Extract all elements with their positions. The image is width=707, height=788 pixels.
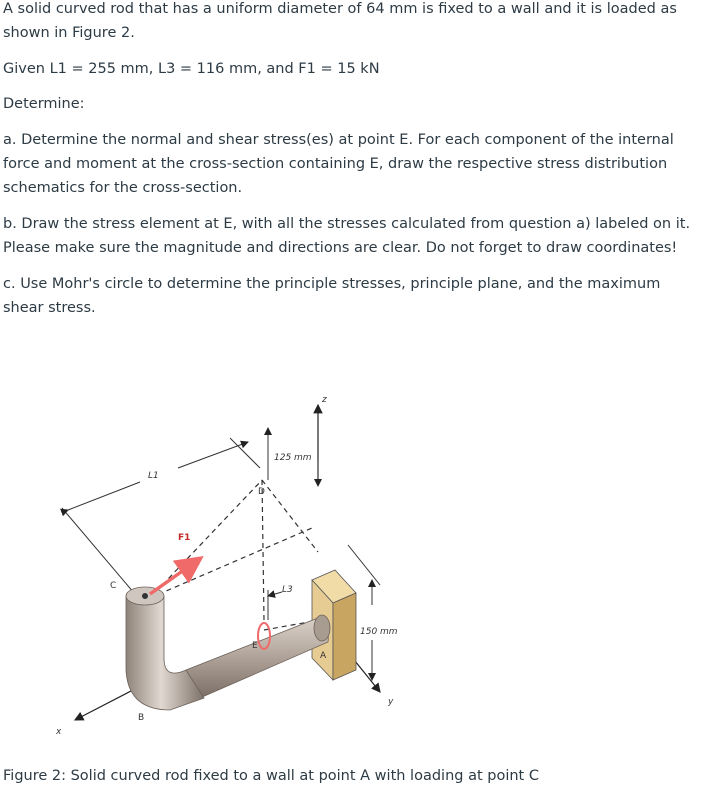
label-dim-150: 150 mm (360, 627, 398, 637)
question-b: b. Draw the stress element at E, with all the stresses calculated from question a) labeled on it. Please make sure the magnitude and directions are clear. Do not forget to draw coordinates! (3, 216, 691, 256)
l1-dim-line-right (178, 442, 248, 468)
construction-dashes (150, 480, 320, 630)
label-point-d: D (258, 487, 265, 497)
rod-wall-end (314, 615, 330, 641)
label-point-e: E (252, 641, 258, 651)
question-c: c. Use Mohr's circle to determine the principle stresses, principle plane, and the maximum shear stress. (3, 276, 661, 316)
force-f1-arrow (150, 560, 198, 594)
label-dim-125: 125 mm (274, 453, 312, 463)
point-c-marker (142, 593, 148, 599)
label-point-c: C (110, 581, 117, 591)
dash-d-to-wall (262, 480, 318, 552)
label-f1: F1 (178, 533, 191, 543)
label-point-b: B (138, 713, 145, 723)
figure-caption: Figure 2: Solid curved rod fixed to a wall at point A with loading at point C (3, 768, 539, 784)
label-l3: L3 (282, 585, 293, 595)
determine-heading: Determine: (3, 96, 85, 112)
l3-arrow (268, 592, 282, 596)
wall-dim-extension (348, 545, 380, 585)
curved-rod (126, 587, 330, 710)
rod-horizontal-segment (186, 618, 328, 698)
dash-d-to-e (262, 480, 264, 620)
l1-extension-left (62, 508, 140, 600)
problem-intro: A solid curved rod that has a uniform diameter of 64 mm is fixed to a wall and it is loaded as shown in Figure 2. (3, 1, 677, 41)
l1-extension-right (230, 438, 260, 468)
rod-bend (126, 596, 204, 710)
wall-side-face (333, 593, 356, 680)
question-a: a. Determine the normal and shear stress(es) at point E. For each component of the internal force and moment at the cross-section containing E, draw the respective stress distribution schematics for the cross-section. (3, 132, 674, 196)
l1-dim-line-left (68, 482, 140, 510)
figure-2 (0, 380, 707, 764)
label-l1: L1 (148, 471, 159, 481)
given-values: Given L1 = 255 mm, L3 = 116 mm, and F1 = 15 kN (3, 61, 380, 77)
label-point-a: A (320, 651, 327, 661)
y-axis-label: y (388, 697, 394, 707)
x-axis-label: x (56, 727, 62, 737)
z-axis-label: z (322, 395, 327, 405)
